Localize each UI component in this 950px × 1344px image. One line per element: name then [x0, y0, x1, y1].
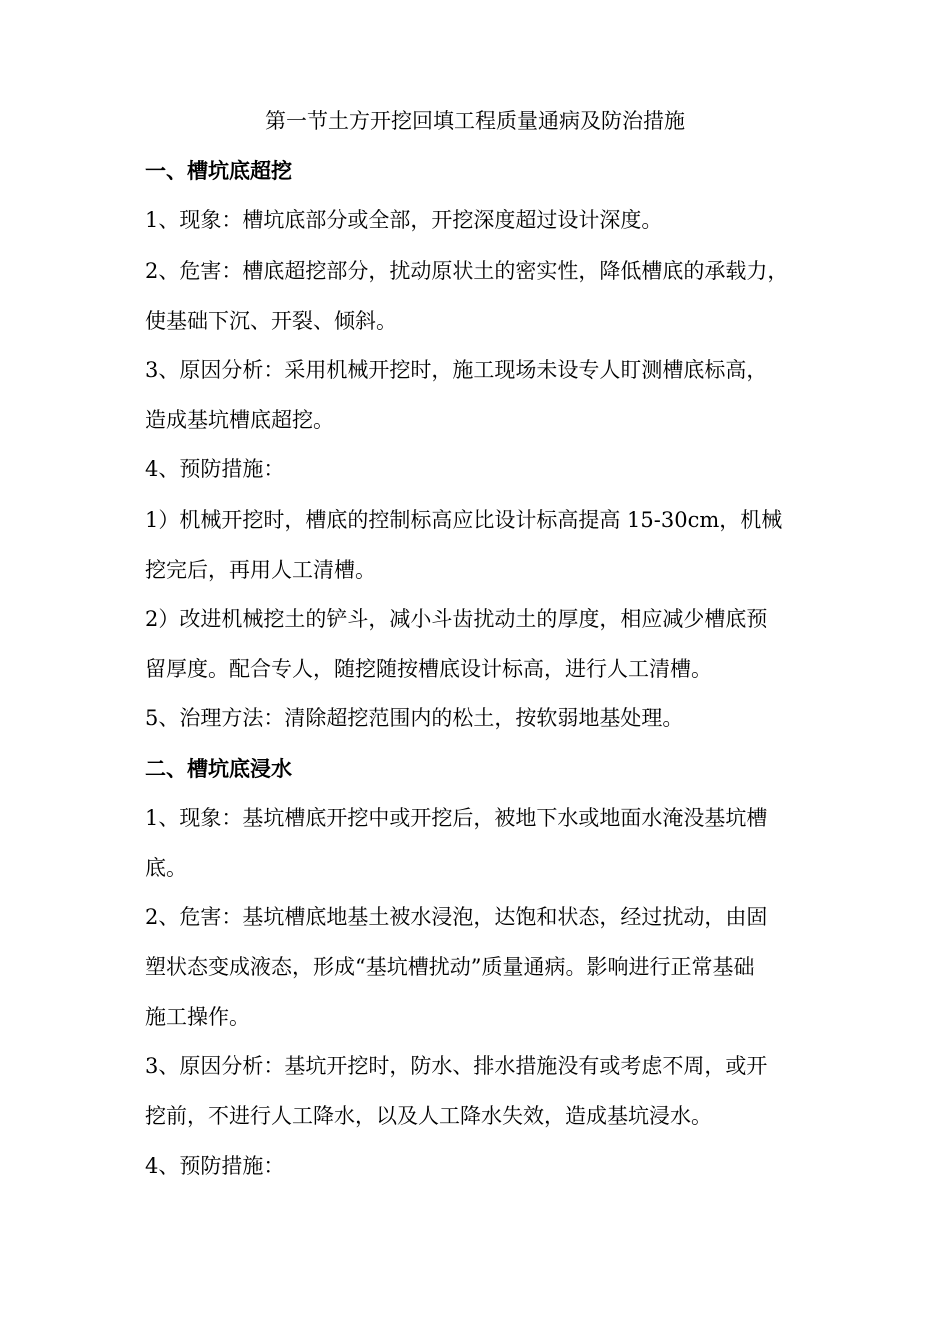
section-heading: 二、槽坑底浸水 [145, 757, 292, 781]
text-line: 4、预防措施： [145, 457, 285, 481]
text-line: 5、治理方法：清除超挖范围内的松土，按软弱地基处理。 [145, 706, 684, 730]
text-line: 2、危害：基坑槽底地基土被水浸泡，达饱和状态，经过扰动，由固 [145, 905, 768, 929]
text-line: 3、原因分析：基坑开挖时，防水、排水措施没有或考虑不周，或开 [145, 1054, 768, 1078]
section-heading: 一、槽坑底超挖 [145, 159, 292, 183]
text-line: 1）机械开挖时，槽底的控制标高应比设计标高提高 15-30cm，机械 [145, 508, 783, 532]
text-line: 挖前，不进行人工降水，以及人工降水失效，造成基坑浸水。 [145, 1104, 712, 1128]
text-line: 1、现象：槽坑底部分或全部，开挖深度超过设计深度。 [145, 208, 663, 232]
text-line: 底。 [145, 856, 187, 880]
text-line: 挖完后，再用人工清槽。 [145, 558, 376, 582]
text-line: 2、危害：槽底超挖部分，扰动原状土的密实性，降低槽底的承载力， [145, 259, 789, 283]
text-line: 使基础下沉、开裂、倾斜。 [145, 309, 397, 333]
text-line: 3、原因分析：采用机械开挖时，施工现场未设专人盯测槽底标高， [145, 358, 768, 382]
text-line: 造成基坑槽底超挖。 [145, 408, 334, 432]
page-title: 第一节土方开挖回填工程质量通病及防治措施 [265, 109, 685, 133]
text-line: 塑状态变成液态，形成“基坑槽扰动”质量通病。影响进行正常基础 [145, 955, 755, 979]
text-line: 1、现象：基坑槽底开挖中或开挖后，被地下水或地面水淹没基坑槽 [145, 806, 768, 830]
text-line: 4、预防措施： [145, 1154, 285, 1178]
text-line: 留厚度。配合专人，随挖随按槽底设计标高，进行人工清槽。 [145, 657, 712, 681]
text-line: 2）改进机械挖土的铲斗，减小斗齿扰动土的厚度，相应减少槽底预 [145, 607, 768, 631]
text-line: 施工操作。 [145, 1005, 250, 1029]
